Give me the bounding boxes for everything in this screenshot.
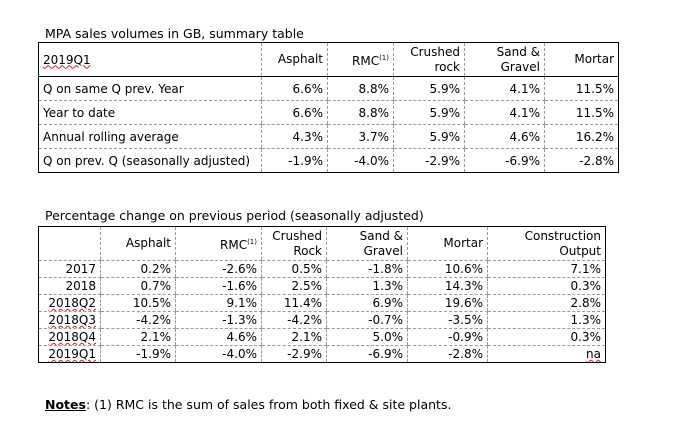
row-label: Q on same Q prev. Year <box>39 77 262 101</box>
period-cell: 2018Q4 <box>39 329 101 346</box>
header-sand-gravel: Sand & Gravel <box>465 43 545 77</box>
header-crushed-rock: Crushed Rock <box>262 227 327 261</box>
header-rmc: RMC$^{(1)}$ <box>176 227 262 261</box>
header-asphalt: Asphalt <box>101 227 176 261</box>
row-label: Annual rolling average <box>39 125 262 149</box>
table-row: 2018Q3 -4.2% -1.3% -4.2% -0.7% -3.5% 1.3% <box>39 312 606 329</box>
footnote <box>45 397 451 412</box>
table-row: Annual rolling average 4.3% 3.7% 5.9% 4.6% 16.2% <box>39 125 619 149</box>
period-cell: 2018Q3 <box>39 312 101 329</box>
period-header-empty <box>39 227 101 261</box>
notes-label: Notes <box>45 397 86 412</box>
period-cell: 2017 <box>39 261 101 278</box>
summary-header-row <box>39 43 619 77</box>
period-cell: 2019Q1 <box>39 346 101 363</box>
table-row: 2019Q1 -1.9% -4.0% -2.9% -6.9% -2.8% na <box>39 346 606 363</box>
header-mortar: Mortar <box>545 43 619 77</box>
percentage-header-row <box>39 227 606 261</box>
row-label: Q on prev. Q (seasonally adjusted) <box>39 149 262 173</box>
header-sand-gravel: Sand & Gravel <box>327 227 408 261</box>
table-row: 2018 0.7% -1.6% 2.5% 1.3% 14.3% 0.3% <box>39 278 606 295</box>
table-row: Year to date 6.6% 8.8% 5.9% 4.1% 11.5% <box>39 101 619 125</box>
summary-table <box>38 42 619 173</box>
table-row: 2018Q2 10.5% 9.1% 11.4% 6.9% 19.6% 2.8% <box>39 295 606 312</box>
percentage-change-table <box>38 226 606 363</box>
header-rmc: RMC$^{(1)}$ <box>328 43 394 77</box>
table1-title: MPA sales volumes in GB, summary table <box>45 26 304 41</box>
notes-text: : (1) RMC is the sum of sales from both fixed & site plants. <box>85 397 452 412</box>
period-cell: 2018Q2 <box>39 295 101 312</box>
period-header: 2019Q1 <box>39 43 262 77</box>
header-crushed-rock: Crushed rock <box>394 43 465 77</box>
header-construction-output: Construction Output <box>488 227 606 261</box>
table-row: 2017 0.2% -2.6% 0.5% -1.8% 10.6% 7.1% <box>39 261 606 278</box>
header-mortar: Mortar <box>408 227 488 261</box>
table2-title: Percentage change on previous period (seasonally adjusted) <box>45 208 424 223</box>
table-row: 2018Q4 2.1% 4.6% 2.1% 5.0% -0.9% 0.3% <box>39 329 606 346</box>
table-row: Q on prev. Q (seasonally adjusted) -1.9% -4.0% -2.9% -6.9% -2.8% <box>39 149 619 173</box>
period-cell: 2018 <box>39 278 101 295</box>
table-row: Q on same Q prev. Year 6.6% 8.8% 5.9% 4.1% 11.5% <box>39 77 619 101</box>
row-label: Year to date <box>39 101 262 125</box>
header-asphalt: Asphalt <box>262 43 328 77</box>
